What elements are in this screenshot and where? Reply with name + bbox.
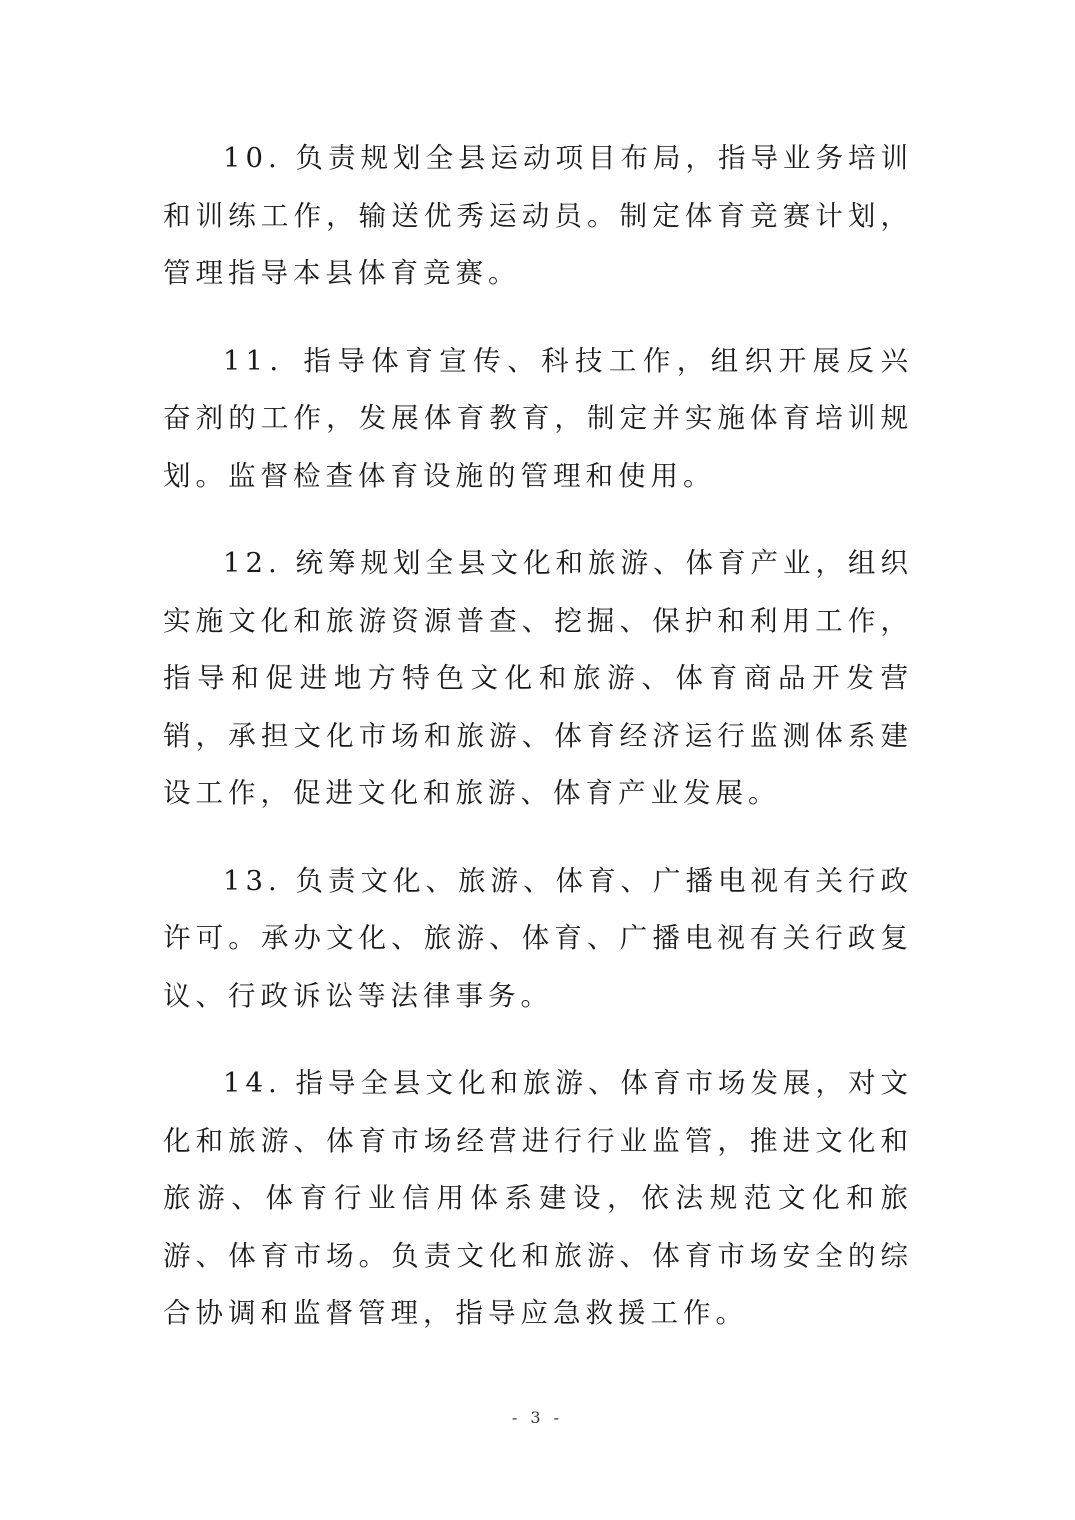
paragraph-14: 14. 指导全县文化和旅游、体育市场发展，对文化和旅游、体育市场经营进行行业监管，推进文化和旅游、体育行业信用体系建设，依法规范文化和旅游、体育市场。负责文化和旅游、体育市场安全的综合协调和监督管理，指导应急救援工作。 [163, 1067, 913, 1329]
document-body [163, 130, 913, 1373]
paragraph-10: 10. 负责规划全县运动项目布局，指导业务培训和训练工作，输送优秀运动员。制定体育竞赛计划，管理指导本县体育竞赛。 [163, 142, 913, 289]
paragraph-12: 12. 统筹规划全县文化和旅游、体育产业，组织实施文化和旅游资源普查、挖掘、保护和利用工作，指导和促进地方特色文化和旅游、体育商品开发营销，承担文化市场和旅游、体育经济运行监测体系建设工作，促进文化和旅游、体育产业发展。 [163, 547, 913, 809]
page-number: - 3 - [511, 1408, 564, 1427]
paragraph-13: 13. 负责文化、旅游、体育、广播电视有关行政许可。承办文化、旅游、体育、广播电视有关行政复议、行政诉讼等法律事务。 [163, 864, 913, 1012]
paragraph-11: 11．指导体育宣传、科技工作，组织开展反兴奋剂的工作，发展体育教育，制定并实施体育培训规划。监督检查体育设施的管理和使用。 [163, 344, 913, 492]
